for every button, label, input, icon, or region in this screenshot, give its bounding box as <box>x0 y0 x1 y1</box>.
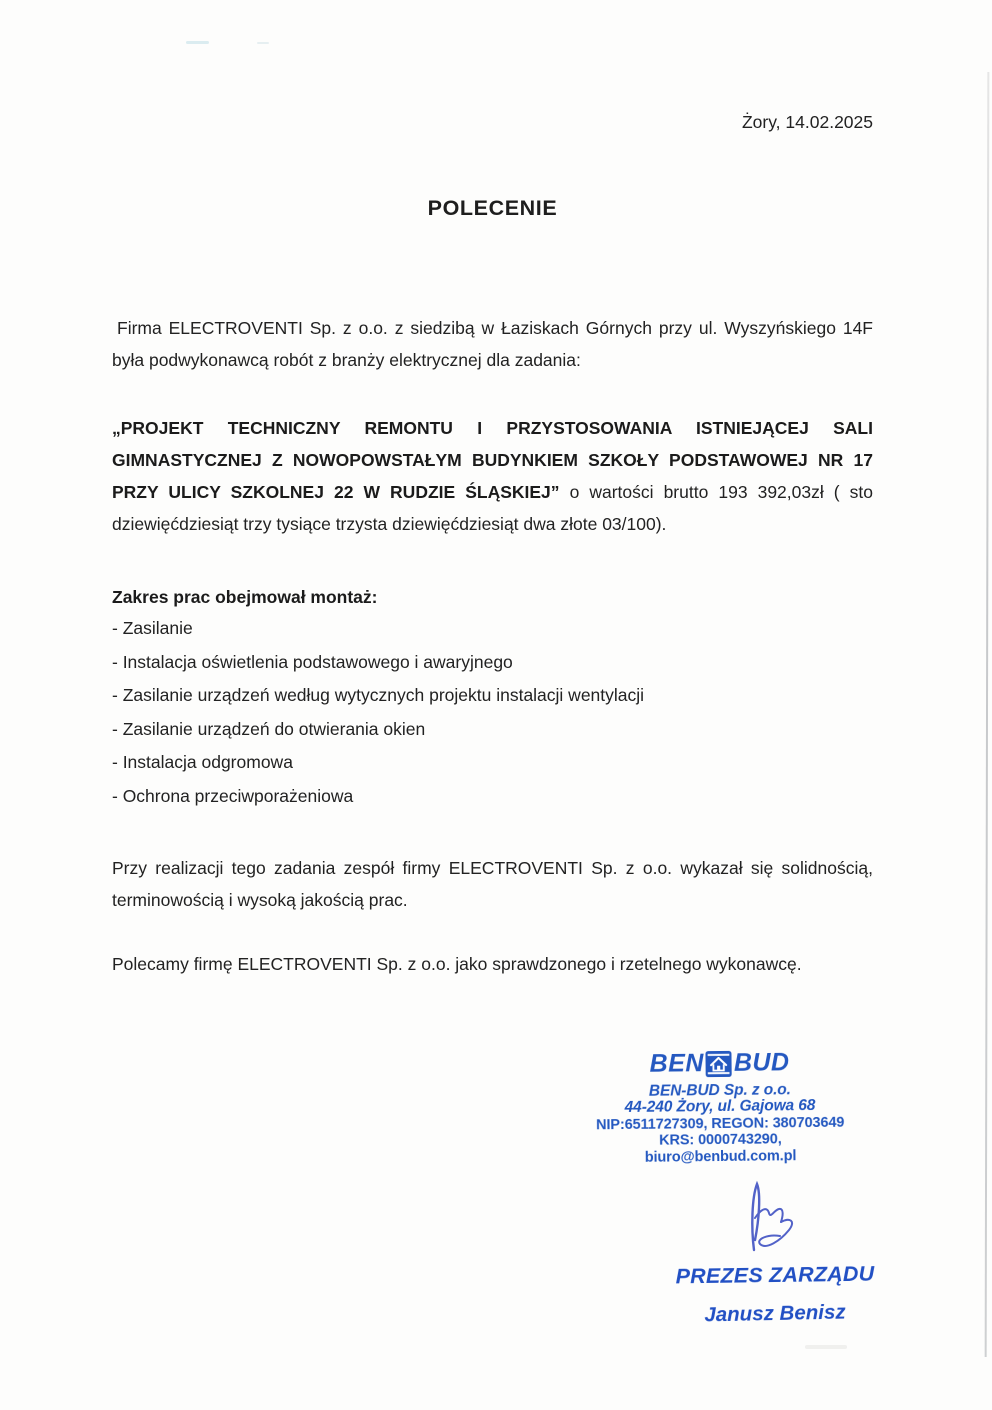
signature-scribble <box>724 1172 814 1274</box>
benbud-logo <box>582 1043 856 1084</box>
document-title: POLECENIE <box>427 196 558 220</box>
role-stamp: PREZES ZARZĄDU <box>675 1261 875 1289</box>
scope-item: - Ochrona przeciwporażeniowa <box>112 785 354 806</box>
logo-text-ben: BEN <box>649 1049 705 1078</box>
project-title-bold: „PROJEKT TECHNICZNY REMONTU I PRZYSTOSOWANIA ISTNIEJĄCEJ SALI GIMNASTYCZNEJ Z NOWOPOWSTAŁYM BUDYNKIEM SZKOŁY PODSTAWOWEJ NR 17 PRZY ULICY SZKOLNEJ 22 W RUDZIE ŚLĄSKIEJ” <box>112 418 873 502</box>
scope-list <box>112 612 873 813</box>
house-icon <box>706 1050 732 1076</box>
intro-paragraph: Firma ELECTROVENTI Sp. z o.o. z siedzibą w Łaziskach Górnych przy ul. Wyszyńskiego 14F była podwykonawcą robót z branży elektrycznej dla zadania: <box>112 318 873 370</box>
project-paragraph <box>112 412 873 540</box>
scan-edge-line <box>985 72 989 1357</box>
logo-text-bud: BUD <box>733 1048 790 1077</box>
date-line: Żory, 14.02.2025 <box>741 112 873 132</box>
project-value-text: o wartości brutto 193 392,03zł ( sto dziewięćdziesiąt trzy tysiące trzysta dziewięćdziesiąt dwa złote 03/100). <box>112 482 873 534</box>
stamp-address: 44-240 Żory, ul. Gajowa 68 <box>624 1097 816 1116</box>
company-stamp <box>582 1043 857 1167</box>
scope-item: - Zasilanie urządzeń do otwierania okien <box>112 718 426 739</box>
stamp-krs-email: KRS: 0000743290, biuro@benbud.com.pl <box>644 1131 797 1166</box>
scope-item: - Zasilanie urządzeń według wytycznych projektu instalacji wentylacji <box>112 685 645 705</box>
assessment-paragraph: Przy realizacji tego zadania zespół firmy ELECTROVENTI Sp. z o.o. wykazał się solidnością, terminowością i wysoką jakością prac. <box>112 858 873 910</box>
recommendation-paragraph: Polecamy firmę ELECTROVENTI Sp. z o.o. jako sprawdzonego i rzetelnego wykonawcę. <box>112 954 802 974</box>
scope-item: - Instalacja oświetlenia podstawowego i awaryjnego <box>112 651 513 672</box>
scope-item: - Zasilanie <box>112 618 193 638</box>
scope-heading: Zakres prac obejmował montaż: <box>112 587 378 607</box>
scope-item: - Instalacja odgromowa <box>112 752 293 772</box>
stamp-company-name: BEN-BUD Sp. z o.o. <box>648 1081 791 1100</box>
stamp-nip-regon: NIP:6511727309, REGON: 380703649 <box>595 1114 845 1133</box>
name-stamp: Janusz Benisz <box>704 1300 846 1327</box>
